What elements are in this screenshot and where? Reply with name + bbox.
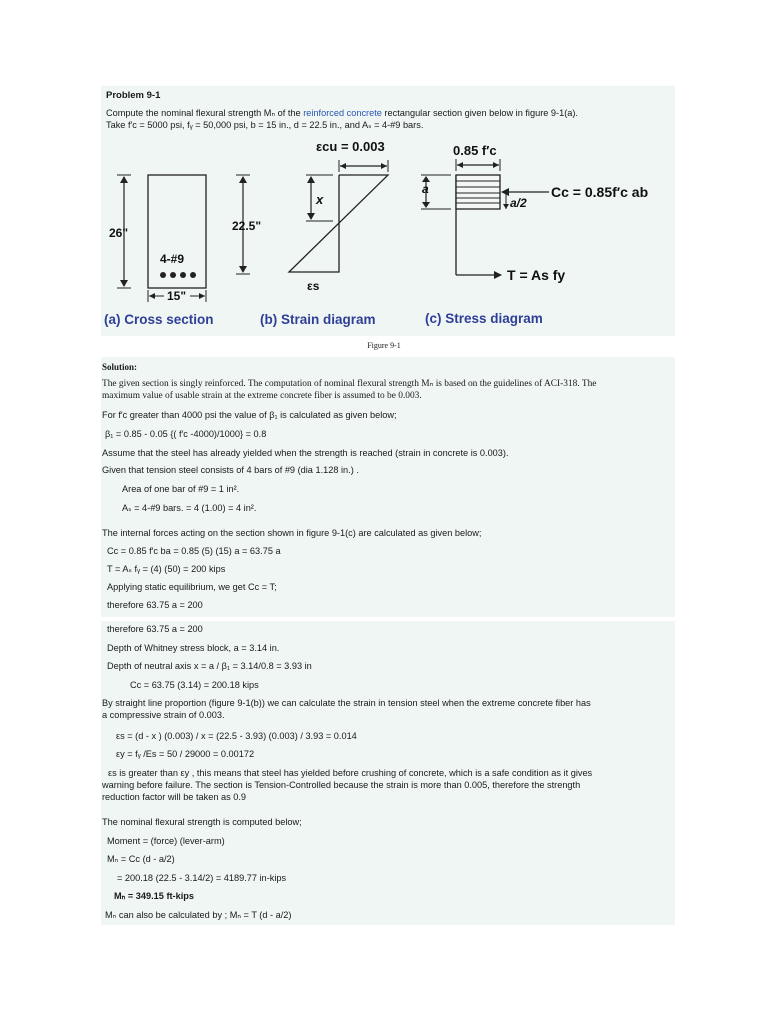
steel-area-equation: Aₛ = 4-#9 bars. = 4 (1.00) = 4 in². [122,503,257,513]
cc-equation: Cc = 0.85 f′c ba = 0.85 (5) (15) a = 63.75 a [107,546,281,556]
equilibrium-equation: therefore 63.75 a = 200 [107,600,203,610]
ecu-label: εcu = 0.003 [316,139,385,154]
rebar [190,272,196,278]
solution-intro-line-1: The given section is singly reinforced. The computation of nominal flexural strength Mₙ is based on the guidelines of ACI-318. The [102,379,597,389]
problem-text: Compute the nominal flexural strength Mₙ of the [106,108,304,118]
whitney-depth: Depth of Whitney stress block, a = 3.14 in. [107,643,280,653]
neutral-axis-depth: Depth of neutral axis x = a / β₁ = 3.14/0.8 = 3.93 in [107,661,312,671]
bar-area-text: Area of one bar of #9 = 1 in². [122,484,240,494]
cross-section-diagram [109,175,261,303]
nominal-strength-intro: The nominal flexural strength is computed below; [102,817,302,827]
cc-value: Cc = 63.75 (3.14) = 200.18 kips [130,680,259,690]
problem-text-end: rectangular section given below in figure 9-1(a). [381,108,578,118]
x-label: x [316,192,324,207]
internal-forces-intro: The internal forces acting on the section shown in figure 9-1(c) are calculated as given below; [102,528,482,538]
a2-label: a/2 [510,196,527,210]
rebar [170,272,176,278]
a-label: a [422,182,429,196]
moment-formula: Moment = (force) (lever-arm) [107,836,225,846]
problem-statement-line-2: Take f′c = 5000 psi, fᵧ = 50,000 psi, b = 15 in., d = 22.5 in., and Aₛ = 4-#9 bars. [106,120,424,130]
fc-label: 0.85 f′c [453,143,497,158]
width-label: 15" [167,289,187,303]
es-label: εs [307,279,320,293]
yield-check-line-1: εs is greater than εy , this means that steel has yielded before crushing of concrete, which is a safe condition as it gives [108,768,593,778]
reinforced-concrete-link[interactable]: reinforced concrete [303,108,382,118]
stress-block [456,175,500,209]
equilibrium-text: Applying static equilibrium, we get Cc = T; [107,582,277,592]
cc-label: Cc = 0.85f′c ab [551,184,649,200]
figure-caption: Figure 9-1 [367,341,401,350]
yield-check-line-3: reduction factor will be taken as 0.9 [102,792,247,802]
problem-title: Problem 9-1 [106,90,161,101]
beta-equation: β₁ = 0.85 - 0.05 {( f′c -4000)/1000} = 0.8 [105,429,267,439]
problem-statement-line-1 [106,108,578,119]
solution-intro-line-2: maximum value of usable strain at the extreme concrete fiber is assumed to be 0.003. [102,391,422,401]
assumption-text: Assume that the steel has already yielded when the strength is reached (strain in concrete is 0.003). [102,448,509,458]
rebar [160,272,166,278]
t-label: T = As fy [507,267,566,283]
mn-in-kips: = 200.18 (22.5 - 3.14/2) = 4189.77 in-kips [117,873,287,883]
yield-check-line-2: warning before failure. The section is Tension-Controlled because the strain is more than 0.005, therefore the strength [102,780,581,790]
t-equation: T = Aₛ fᵧ = (4) (50) = 200 kips [107,564,226,574]
strain-proportion-line-1: By straight line proportion (figure 9-1(b)) we can calculate the strain in tension steel when the extreme concrete fiber has [102,698,591,708]
strain-profile [289,175,388,272]
steel-strain-equation: εs = (d - x ) (0.003) / x = (22.5 - 3.93) (0.003) / 3.93 = 0.014 [116,731,357,741]
rebar [180,272,186,278]
beta-intro: For f′c greater than 4000 psi the value of β₁ is calculated as given below; [102,410,397,420]
mn-ft-kips: Mₙ = 349.15 ft-kips [114,891,195,901]
equilibrium-equation-repeat: therefore 63.75 a = 200 [107,624,203,634]
strain-diagram [289,139,388,293]
caption-strain-diagram: (b) Strain diagram [260,312,376,327]
figure-9-1 [101,135,667,335]
yield-strain-equation: εy = fᵧ /Es = 50 / 29000 = 0.00172 [116,749,255,759]
given-steel-text: Given that tension steel consists of 4 bars of #9 (dia 1.128 in.) . [102,465,359,475]
mn-alternative: Mₙ can also be calculated by ; Mₙ = T (d - a/2) [105,910,292,920]
bars-label: 4-#9 [160,252,185,266]
mn-formula: Mₙ = Cc (d - a/2) [107,854,175,864]
height-label: 26" [109,226,129,240]
strain-proportion-line-2: a compressive strain of 0.003. [102,710,225,720]
caption-stress-diagram: (c) Stress diagram [425,311,543,326]
stress-diagram [421,143,648,283]
solution-title: Solution: [102,362,138,372]
caption-cross-section: (a) Cross section [104,312,214,327]
beam-section [148,175,206,288]
depth-label: 22.5" [232,219,262,233]
